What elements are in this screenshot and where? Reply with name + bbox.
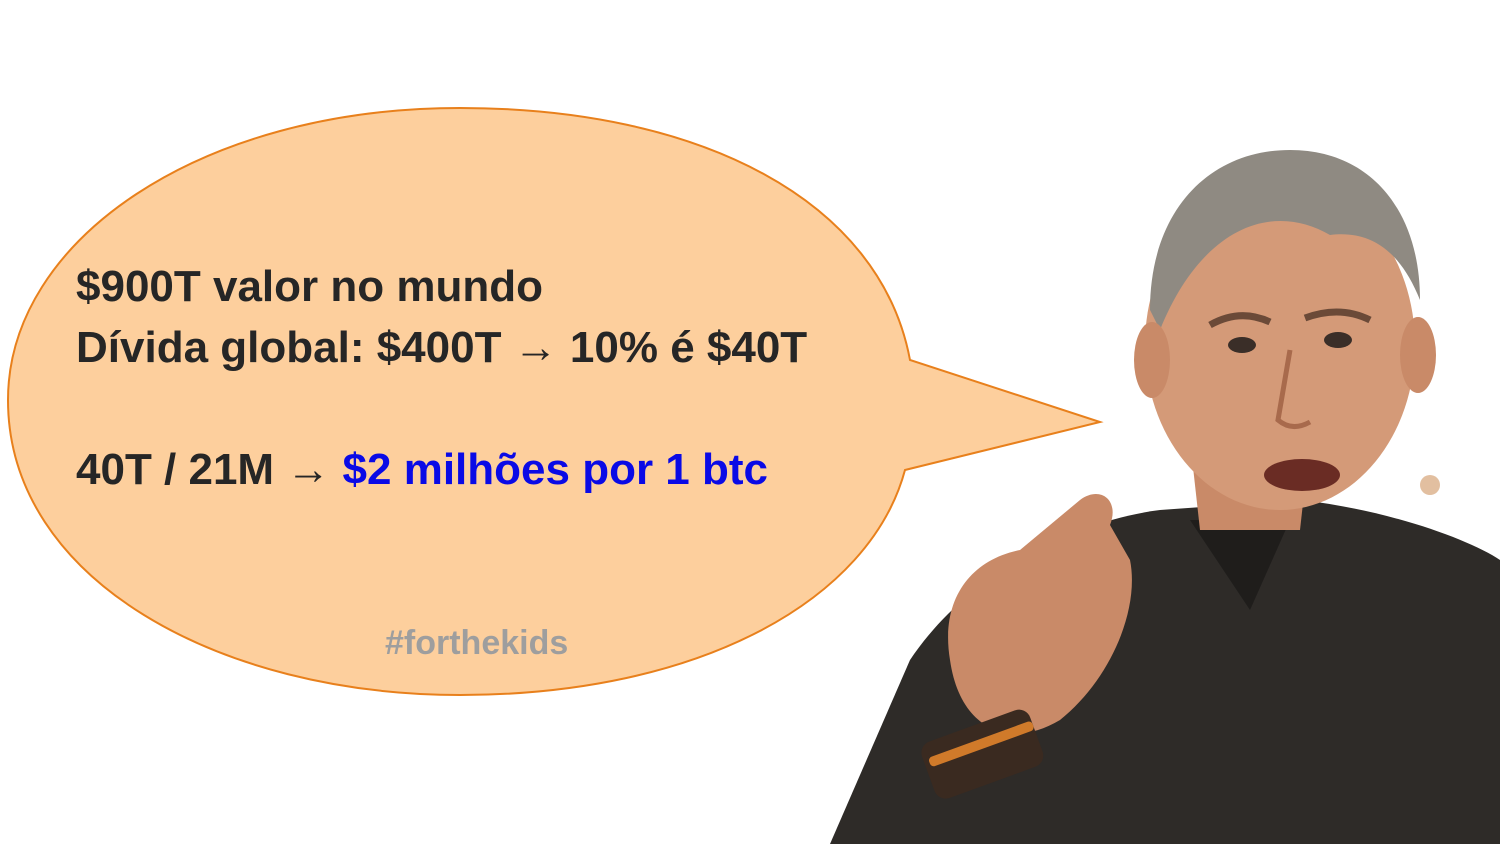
btc-price-highlight: $2 milhões por 1 btc [342,445,769,494]
btc-calculation: 40T / 21M → [76,445,343,494]
eye-right [1324,332,1352,348]
eye-left [1228,337,1256,353]
ear-right [1400,317,1436,393]
headset-mic [1420,475,1440,495]
btc-price-text [76,445,768,495]
ear-left [1134,322,1170,398]
speaker-photo [830,140,1500,844]
world-value-text: $900T valor no mundo [76,262,543,311]
mouth [1264,459,1340,491]
shirt [830,500,1500,844]
hashtag-label: #forthekids [385,624,569,662]
global-debt-text: Dívida global: $400T → 10% é $40T [76,323,808,372]
